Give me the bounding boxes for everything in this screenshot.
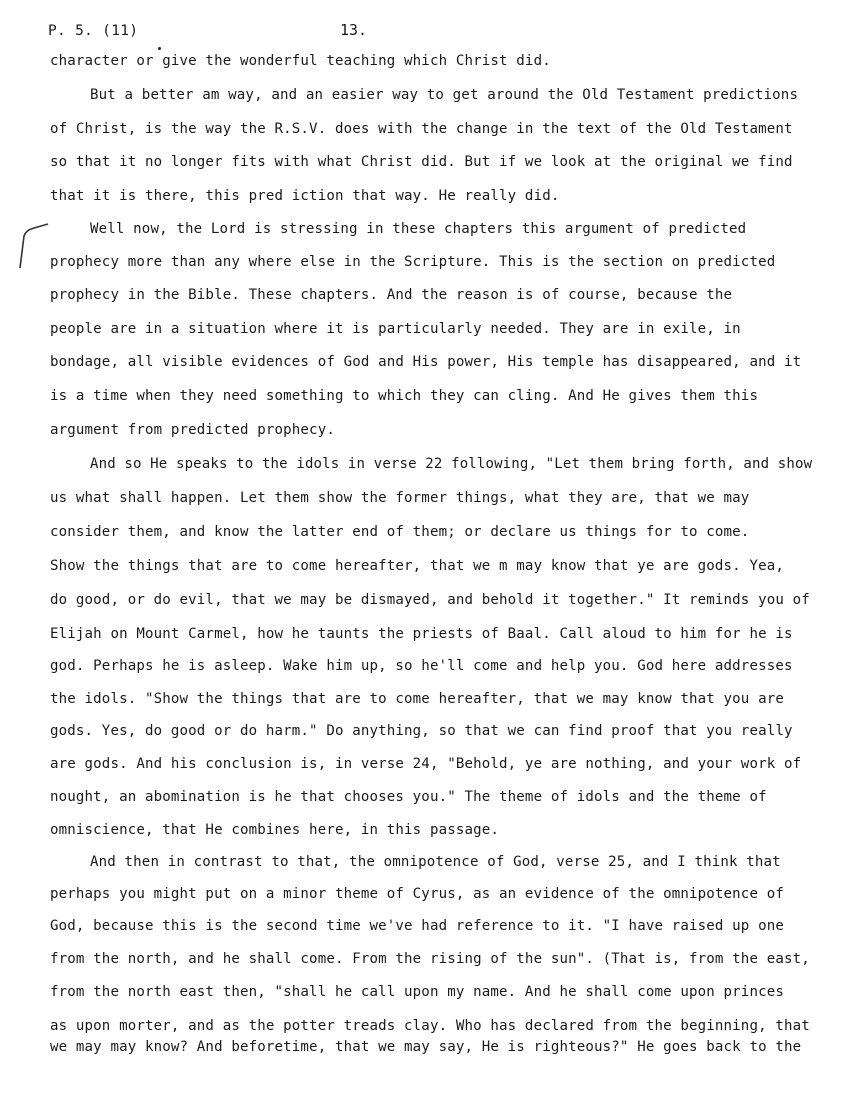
body-line: omniscience, that He combines here, in this passage. [50,822,500,838]
body-line: gods. Yes, do good or do harm." Do anything, so that we can find proof that you really [50,723,793,739]
body-line: nought, an abomination is he that chooses you." The theme of idols and the theme of [50,789,767,805]
body-line: of Christ, is the way the R.S.V. does with the change in the text of the Old Testament [50,121,793,137]
body-line: Show the things that are to come hereafter, that we m may know that ye are gods. Yea, [50,558,784,574]
body-line: that it is there, this pred iction that way. He really did. [50,188,560,204]
body-line: And so He speaks to the idols in verse 22 following, "Let them bring forth, and show [90,456,813,472]
body-line: But a better am way, and an easier way to get around the Old Testament predictions [90,87,799,103]
body-line: character or give the wonderful teaching which Christ did. [50,53,551,69]
body-line: so that it no longer fits with what Christ did. But if we look at the original we find [50,154,793,170]
body-line: perhaps you might put on a minor theme of Cyrus, as an evidence of the omnipotence of [50,886,784,902]
ink-dot [158,47,161,50]
body-line: bondage, all visible evidences of God and His power, His temple has disappeared, and it [50,354,802,370]
body-line: as upon morter, and as the potter treads clay. Who has declared from the beginning, that [50,1018,810,1034]
body-line: Elijah on Mount Carmel, how he taunts the priests of Baal. Call aloud to him for he is [50,626,793,642]
page-reference: P. 5. (11) [48,23,139,39]
body-line: we may may know? And beforetime, that we may say, He is righteous?" He goes back to the [50,1039,802,1055]
body-line: consider them, and know the latter end of them; or declare us things for to come. [50,524,750,540]
body-line: God, because this is the second time we've had reference to it. "I have raised up one [50,918,784,934]
body-line: are gods. And his conclusion is, in verse 24, "Behold, ye are nothing, and your work of [50,756,802,772]
body-line: from the north, and he shall come. From the rising of the sun". (That is, from the east, [50,951,810,967]
body-line: from the north east then, "shall he call upon my name. And he shall come upon princes [50,984,784,1000]
body-line: is a time when they need something to which they can cling. And He gives them this [50,388,759,404]
page-number: 13. [340,21,368,39]
body-line: And then in contrast to that, the omnipotence of God, verse 25, and I think that [90,854,781,870]
body-line: prophecy in the Bible. These chapters. And the reason is of course, because the [50,287,733,303]
body-line: the idols. "Show the things that are to come hereafter, that we may know that you are [50,691,784,707]
body-line: us what shall happen. Let them show the former things, what they are, that we may [50,490,750,506]
body-line: people are in a situation where it is particularly needed. They are in exile, in [50,321,741,337]
body-line: argument from predicted prophecy. [50,422,335,438]
body-line: Well now, the Lord is stressing in these chapters this argument of predicted [90,221,747,237]
body-line: god. Perhaps he is asleep. Wake him up, so he'll come and help you. God here addresses [50,658,793,674]
body-line: prophecy more than any where else in the Scripture. This is the section on predicted [50,254,776,270]
margin-mark-icon [14,220,54,272]
body-line: do good, or do evil, that we may be dismayed, and behold it together." It reminds you of [50,592,810,608]
